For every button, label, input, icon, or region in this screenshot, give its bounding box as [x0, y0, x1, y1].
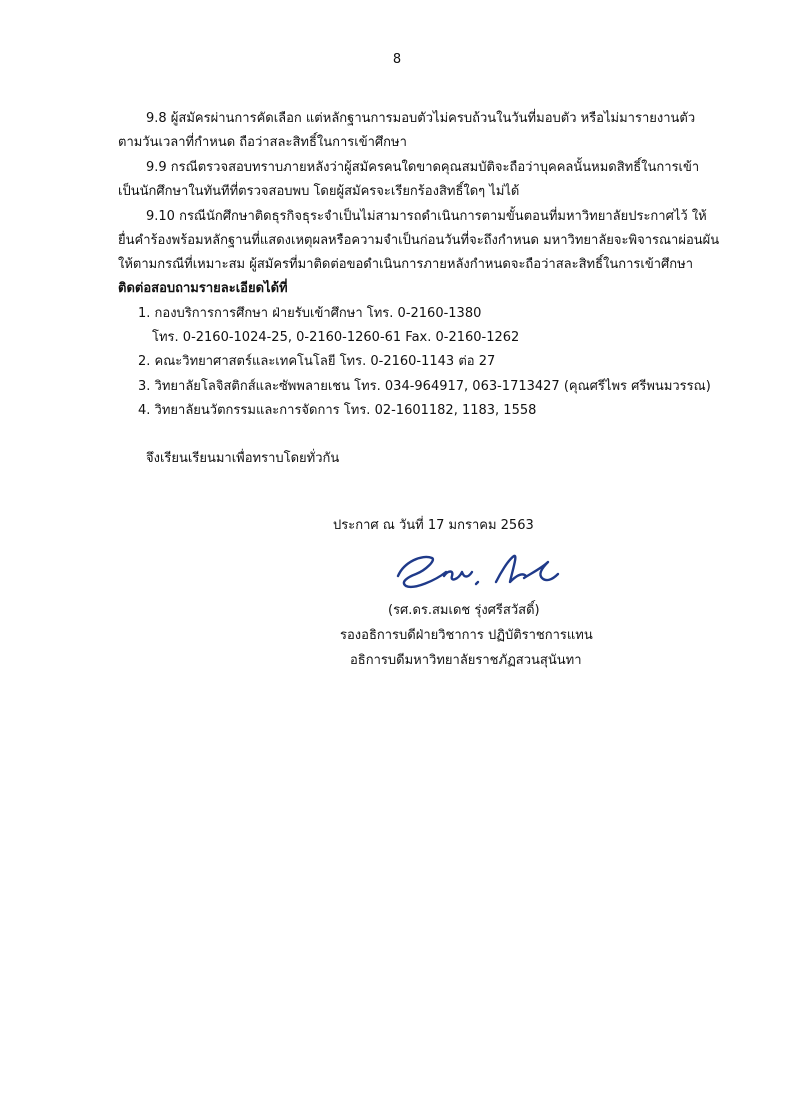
signatory-name: (รศ.ดร.สมเดช รุ่งศรีสวัสดิ์) [388, 603, 540, 618]
clause-9-8-line-2: ตามวันเวลาที่กำหนด ถือว่าสละสิทธิ์ในการเข้าศึกษา [118, 135, 407, 150]
contact-item-1: 1. กองบริการการศึกษา ฝ่ายรับเข้าศึกษา โทร. 0-2160-1380 [138, 306, 482, 321]
signatory-position-1: รองอธิการบดีฝ่ายวิชาการ ปฏิบัติราชการแทน [340, 628, 593, 643]
signature-image [392, 548, 562, 592]
clause-9-10-line-3: ให้ตามกรณีที่เหมาะสม ผู้สมัครที่มาติดต่อขอดำเนินการภายหลังกำหนดจะถือว่าสละสิทธิ์ในการเข้าศึกษา [118, 257, 694, 272]
clause-9-8-line-1: 9.8 ผู้สมัครผ่านการคัดเลือก แต่หลักฐานการมอบตัวไม่ครบถ้วนในวันที่มอบตัว หรือไม่มารายงานตัว [146, 111, 696, 126]
page-number: 8 [392, 52, 402, 67]
closing-statement: จึงเรียนเรียนมาเพื่อทราบโดยทั่วกัน [146, 451, 340, 466]
contact-item-3: 3. วิทยาลัยโลจิสติกส์และซัพพลายเชน โทร. 034-964917, 063-1713427 (คุณศรีไพร ศรีพนมวรรณ) [138, 379, 711, 394]
contact-item-2: 2. คณะวิทยาศาสตร์และเทคโนโลยี โทร. 0-2160-1143 ต่อ 27 [138, 354, 496, 369]
contact-item-4: 4. วิทยาลัยนวัตกรรมและการจัดการ โทร. 02-1601182, 1183, 1558 [138, 403, 537, 418]
announcement-date: ประกาศ ณ วันที่ 17 มกราคม 2563 [333, 518, 534, 533]
contact-item-1-phones: โทร. 0-2160-1024-25, 0-2160-1260-61 Fax. 0-2160-1262 [152, 330, 520, 345]
clause-9-10-line-2: ยื่นคำร้องพร้อมหลักฐานที่แสดงเหตุผลหรือความจำเป็นก่อนวันที่จะถึงกำหนด มหาวิทยาลัยจะพิจารณาผ่อนผัน [118, 233, 720, 248]
clause-9-9-line-1: 9.9 กรณีตรวจสอบทราบภายหลังว่าผู้สมัครคนใดขาดคุณสมบัติจะถือว่าบุคคลนั้นหมดสิทธิ์ในการเข้า [146, 160, 700, 175]
clause-9-9-line-2: เป็นนักศึกษาในทันทีที่ตรวจสอบพบ โดยผู้สมัครจะเรียกร้องสิทธิ์ใดๆ ไม่ได้ [118, 184, 520, 199]
signatory-position-2: อธิการบดีมหาวิทยาลัยราชภัฏสวนสุนันทา [350, 653, 582, 668]
clause-9-10-line-1: 9.10 กรณีนักศึกษาติดธุรกิจธุระจำเป็นไม่สามารถดำเนินการตามขั้นตอนที่มหาวิทยาลัยประกาศไว้ ให้ [146, 209, 707, 224]
contact-heading: ติดต่อสอบถามรายละเอียดได้ที่ [118, 281, 288, 296]
